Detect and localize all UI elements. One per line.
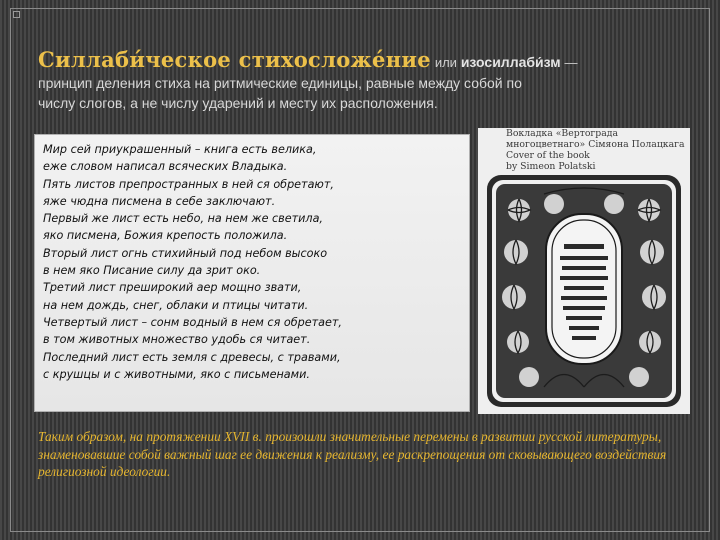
poem-line: еже словом написал всяческих Владыка. <box>43 160 288 174</box>
poem-line: Пять листов препространных в ней ся обретают, <box>43 177 334 191</box>
heading-term: Силлаби́ческое стихосложе́ние <box>38 47 431 72</box>
slide-heading <box>38 47 668 113</box>
cover-caption-line: Вокладка «Вертограда <box>506 128 619 139</box>
heading-alt-term: изосиллаби́зм <box>460 54 561 70</box>
poem-line: яже чюдна писмена в себе заключают. <box>43 194 276 208</box>
book-cover-illustration <box>484 172 684 410</box>
poem-line: на нем дождь, снег, облаки и птицы читати. <box>43 298 309 312</box>
cover-caption-line: многоцветнаго» Сімяона Полацкага <box>506 139 685 150</box>
poem-line: в нем яко Писание силу да зрит око. <box>43 264 261 278</box>
book-cover-figure <box>478 128 690 414</box>
conclusion-text: Таким образом, на протяжении XVII в. произошли значительные перемены в развитии русской литературы, знаменовавшие собой важный шаг ее движения к реализму, ее раскрепощения от сковывающего воздействия религиозной идеологии. <box>38 429 667 479</box>
cover-caption-line: by Simeon Polatski <box>506 161 596 172</box>
heading-connector: или <box>434 55 457 70</box>
definition-line: числу слогов, а не числу ударений и месту их расположения. <box>38 95 438 111</box>
poem-line: Последний лист есть земля с древесы, с травами, <box>43 350 341 364</box>
definition-line: принцип деления стиха на ритмические единицы, равные между собой по <box>38 75 522 91</box>
poem-line: Третий лист преширокий аер мощно звати, <box>43 281 302 295</box>
poem-line: яко писмена, Божия крепость положила. <box>43 229 288 243</box>
corner-square-icon <box>13 11 20 18</box>
cover-caption <box>506 128 686 172</box>
poem-line: Первый же лист есть небо, на нем же светила, <box>43 212 323 226</box>
heading-dash: — <box>564 55 578 70</box>
poem-line: с крушцы и с животными, яко с письменами. <box>43 367 310 381</box>
cover-caption-line: Cover of the book <box>506 150 590 161</box>
poem-line: Мир сей приукрашенный – книга есть велика, <box>43 143 317 156</box>
poem-line: в том животных множество удобь ся читает. <box>43 333 311 347</box>
poem-box <box>34 134 470 412</box>
poem-line: Четвертый лист – сонм водный в нем ся обретает, <box>43 315 342 329</box>
poem-line: Вторый лист огнь стихийный под небом высоко <box>43 246 328 260</box>
